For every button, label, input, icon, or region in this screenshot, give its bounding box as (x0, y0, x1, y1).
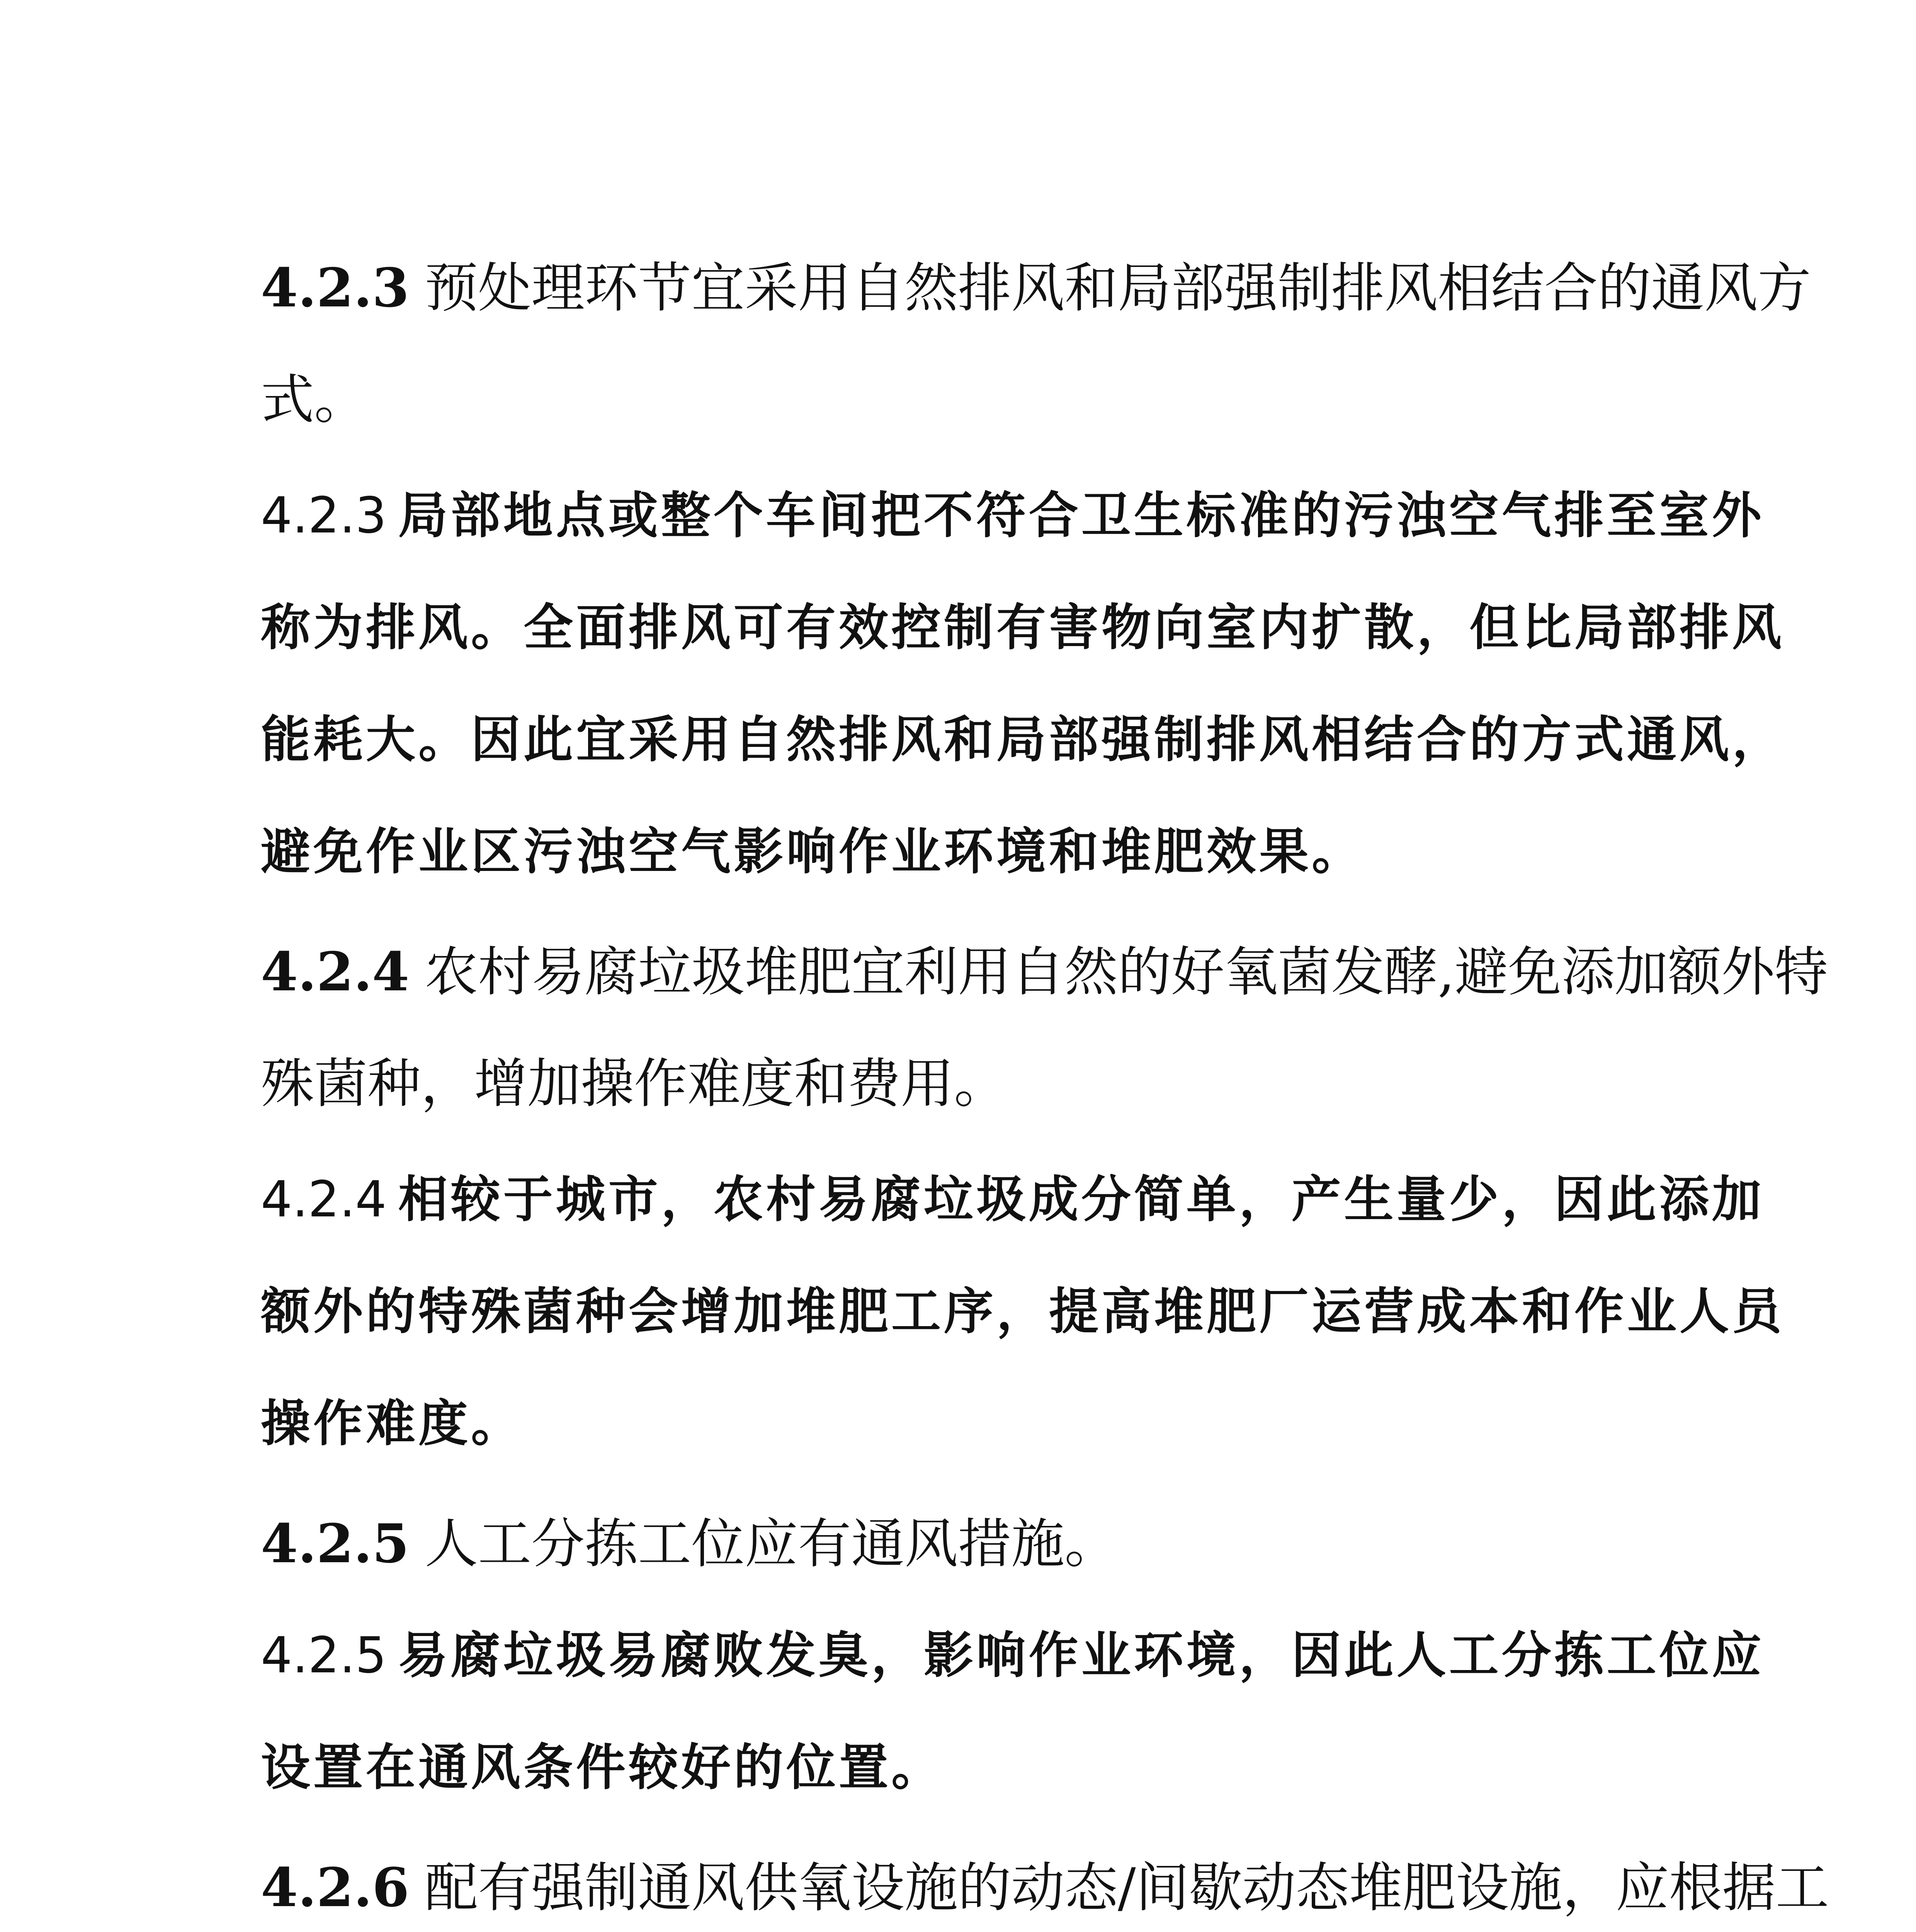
clause-number: 4.2.4 (261, 940, 410, 1003)
clause-number: 4.2.6 (261, 1856, 410, 1919)
explanation-number: 4.2.3 (261, 487, 387, 544)
paragraph-line (261, 916, 1828, 1028)
explanation-text: 相较于城市，农村易腐垃圾成分简单，产生量少，因此添加 (398, 1171, 1765, 1228)
paragraph-line (261, 460, 1765, 572)
paragraph-line: 能耗大。因此宜采用自然排风和局部强制排风相结合的方式通风， (261, 711, 1785, 769)
explanation-4-2-5 (261, 1600, 1765, 1824)
clause-4-2-4 (261, 916, 1828, 1140)
paragraph-line: 式。 (261, 369, 368, 431)
explanation-text: 局部地点或整个车间把不符合卫生标准的污浊空气排至室外 (398, 487, 1765, 544)
explanation-number: 4.2.5 (261, 1627, 387, 1684)
paragraph-line: 殊菌种，增加操作难度和费用。 (261, 1053, 1008, 1115)
clause-text: 农村易腐垃圾堆肥宜利用自然的好氧菌发酵,避免添加额外特 (425, 941, 1828, 1003)
clause-4-2-6 (261, 1832, 1829, 1932)
clause-text: 人工分拣工位应有通风措施。 (425, 1513, 1118, 1575)
paragraph-line (261, 1488, 1659, 1600)
explanation-4-2-4 (261, 1144, 1785, 1480)
explanation-4-2-3 (261, 460, 1785, 908)
paragraph-line (261, 232, 1811, 344)
explanation-number: 4.2.4 (261, 1171, 387, 1228)
explanation-text: 易腐垃圾易腐败发臭，影响作业环境，因此人工分拣工位应 (398, 1627, 1765, 1684)
paragraph-line: 称为排风。全面排风可有效控制有害物向室内扩散，但比局部排风 (261, 599, 1785, 656)
paragraph-line (261, 1832, 1829, 1932)
paragraph-line: 避免作业区污浊空气影响作业环境和堆肥效果。 (261, 823, 1365, 881)
paragraph-line: 额外的特殊菌种会增加堆肥工序，提高堆肥厂运营成本和作业人员 (261, 1283, 1785, 1340)
clause-text: 预处理环节宜采用自然排风和局部强制排风相结合的通风方 (425, 257, 1811, 319)
clause-number: 4.2.5 (261, 1512, 410, 1575)
paragraph-line: 设置在通风条件较好的位置。 (261, 1739, 944, 1796)
paragraph-line (261, 1600, 1765, 1712)
clause-text: 配有强制通风供氧设施的动态/间歇动态堆肥设施，应根据工 (425, 1857, 1829, 1919)
clause-4-2-3 (261, 232, 1811, 456)
clause-number: 4.2.3 (261, 256, 410, 319)
paragraph-line: 操作难度。 (261, 1395, 524, 1452)
paragraph-line (261, 1144, 1765, 1256)
clause-4-2-5 (261, 1488, 1659, 1600)
